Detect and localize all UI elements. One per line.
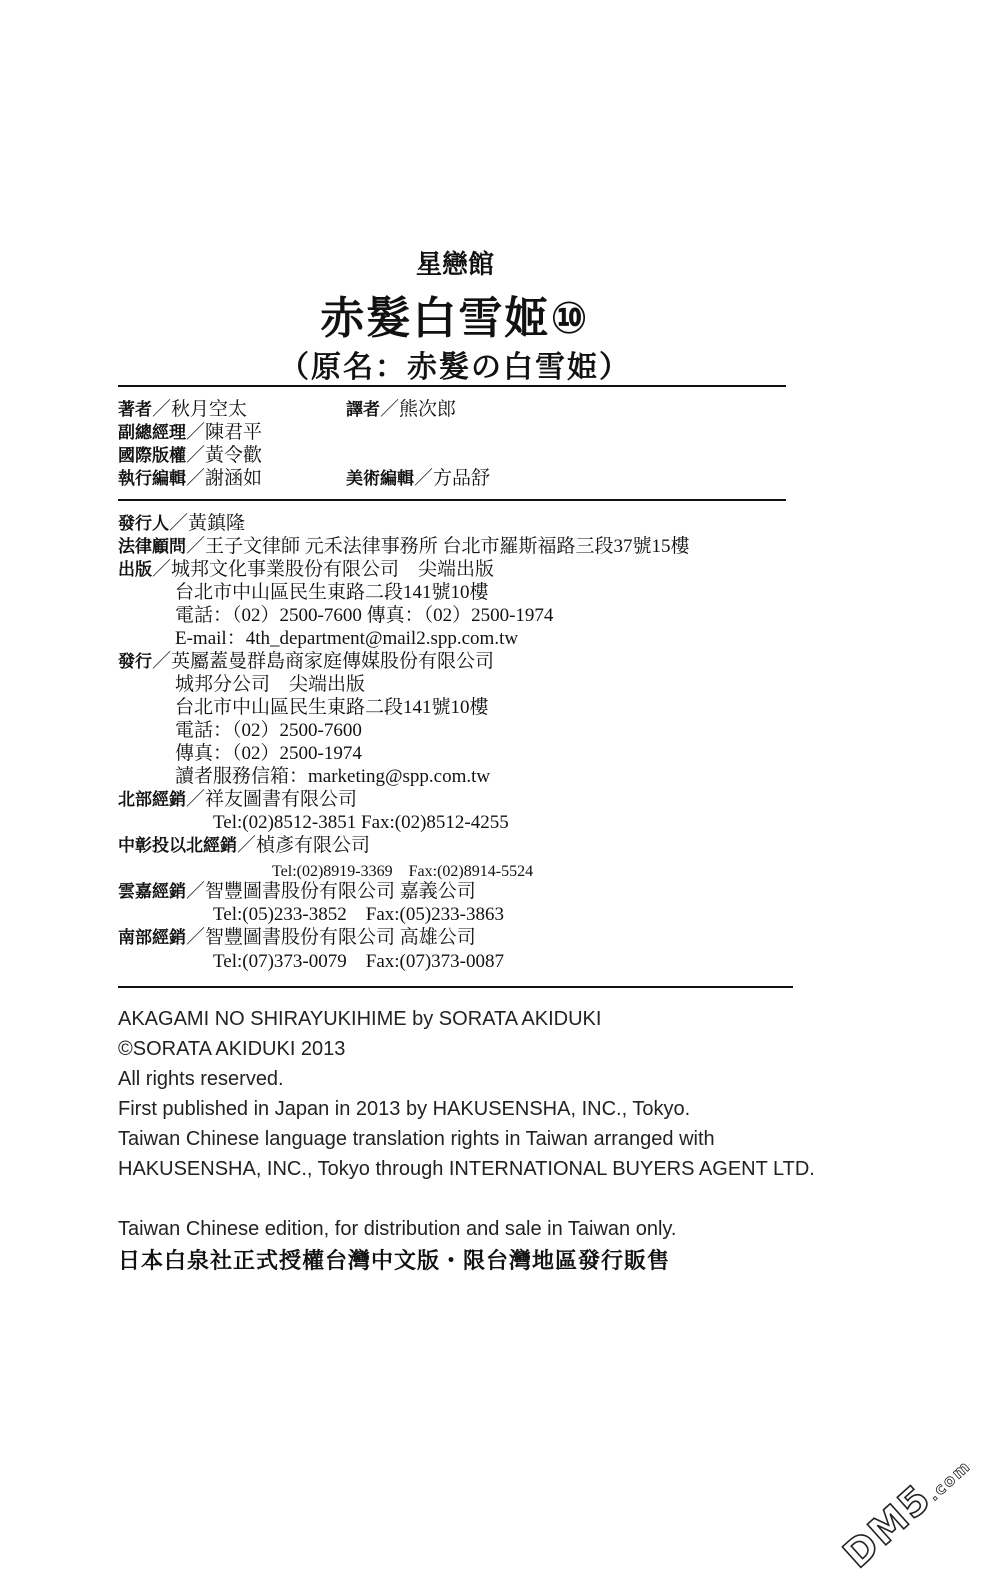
dist-value: ／英屬蓋曼群島商家庭傳媒股份有限公司 — [152, 651, 495, 672]
original-title: （原名：赤髮の白雪姫） — [279, 350, 631, 385]
rights-line-7: Taiwan Chinese edition, for distribution and sale in Taiwan only. — [118, 1218, 677, 1240]
north-tel: Tel:(02)8512-3851 Fax:(02)8512-4255 — [213, 812, 509, 833]
credit-intl-rights — [118, 444, 262, 468]
credit-value: ／謝涵如 — [186, 468, 263, 489]
rights-line-6: HAKUSENSHA, INC., Tokyo through INTERNATIONAL BUYERS AGENT LTD. — [118, 1158, 815, 1180]
publish-email: E-mail：4th_department@mail2.spp.com.tw — [175, 628, 519, 649]
publish-value: ／城邦文化事業股份有限公司 尖端出版 — [152, 559, 495, 580]
watermark-logo — [835, 1441, 978, 1576]
authorized-edition-notice: 日本白泉社正式授權台灣中文版・限台灣地區發行販售 — [118, 1249, 671, 1274]
south-tel: Tel:(07)373-0079 Fax:(07)373-0087 — [213, 951, 505, 972]
credit-exec-editor — [118, 467, 262, 491]
rights-line-5: Taiwan Chinese language translation rights in Taiwan arranged with — [118, 1128, 715, 1150]
series-name: 星戀館 — [415, 250, 494, 280]
yunjia-label: 雲嘉經銷 — [118, 882, 186, 902]
publish-label: 出版 — [118, 560, 152, 580]
issuer-value: ／黃鎮隆 — [169, 513, 246, 534]
north-label: 北部經銷 — [118, 790, 186, 810]
issuer-label: 發行人 — [118, 514, 169, 534]
publish-address: 台北市中山區民生東路二段141號10樓 — [175, 582, 489, 603]
credit-label: 美術編輯 — [346, 469, 414, 489]
rights-line-3: All rights reserved. — [118, 1068, 284, 1090]
rights-line-1: AKAGAMI NO SHIRAYUKIHIME by SORATA AKIDUKI — [118, 1008, 602, 1030]
publish-phone: 電話：（02）2500-7600 傳真：（02）2500-1974 — [175, 605, 554, 626]
central-label: 中彰投以北經銷 — [118, 836, 237, 856]
dist-branch: 城邦分公司 尖端出版 — [175, 674, 366, 695]
credit-value: ／方品舒 — [414, 468, 491, 489]
central-tel: Tel:(02)8919-3369 Fax:(02)8914-5524 — [272, 863, 534, 880]
credit-art-editor — [346, 467, 490, 491]
dist-fax: 傳真：（02）2500-1974 — [175, 743, 362, 764]
south-distributor — [118, 926, 476, 950]
rights-line-2: ©SORATA AKIDUKI 2013 — [118, 1038, 346, 1060]
dist-address: 台北市中山區民生東路二段141號10樓 — [175, 697, 489, 718]
credit-value: ／熊次郎 — [380, 399, 457, 420]
yunjia-value: ／智豐圖書股份有限公司 嘉義公司 — [186, 881, 476, 902]
credit-author — [118, 398, 247, 422]
north-distributor — [118, 788, 357, 812]
divider-top — [118, 385, 786, 387]
yunjia-distributor — [118, 880, 476, 904]
legal-label: 法律顧問 — [118, 537, 186, 557]
central-value: ／楨彥有限公司 — [237, 835, 371, 856]
central-distributor — [118, 834, 370, 858]
watermark-suffix: .com — [923, 1456, 975, 1505]
north-value: ／祥友圖書有限公司 — [186, 789, 358, 810]
credit-label: 譯者 — [346, 400, 380, 420]
distribution-line — [118, 650, 494, 674]
divider-middle — [118, 499, 786, 501]
dist-service: 讀者服務信箱：marketing@spp.com.tw — [175, 766, 491, 787]
divider-bottom — [118, 986, 793, 988]
south-label: 南部經銷 — [118, 928, 186, 948]
book-title: 赤髮白雪姬⑩ — [320, 293, 590, 344]
legal-value: ／王子文律師 元禾法律事務所 台北市羅斯福路三段37號15樓 — [186, 536, 690, 557]
credit-deputy-gm — [118, 421, 262, 445]
credit-label: 著者 — [118, 400, 152, 420]
publish-line — [118, 558, 494, 582]
watermark-text: DM5 — [834, 1475, 940, 1576]
dist-phone: 電話：（02）2500-7600 — [175, 720, 362, 741]
issuer-line — [118, 512, 245, 536]
credit-value: ／秋月空太 — [152, 399, 248, 420]
south-value: ／智豐圖書股份有限公司 高雄公司 — [186, 927, 476, 948]
credit-label: 副總經理 — [118, 423, 186, 443]
credit-label: 國際版權 — [118, 446, 186, 466]
credit-value: ／陳君平 — [186, 422, 263, 443]
dist-label: 發行 — [118, 652, 152, 672]
rights-line-4: First published in Japan in 2013 by HAKUSENSHA, INC., Tokyo. — [118, 1098, 691, 1120]
credit-label: 執行編輯 — [118, 469, 186, 489]
credit-translator — [346, 398, 456, 422]
credit-value: ／黃令歡 — [186, 445, 263, 466]
yunjia-tel: Tel:(05)233-3852 Fax:(05)233-3863 — [213, 904, 505, 925]
legal-line — [118, 535, 690, 559]
